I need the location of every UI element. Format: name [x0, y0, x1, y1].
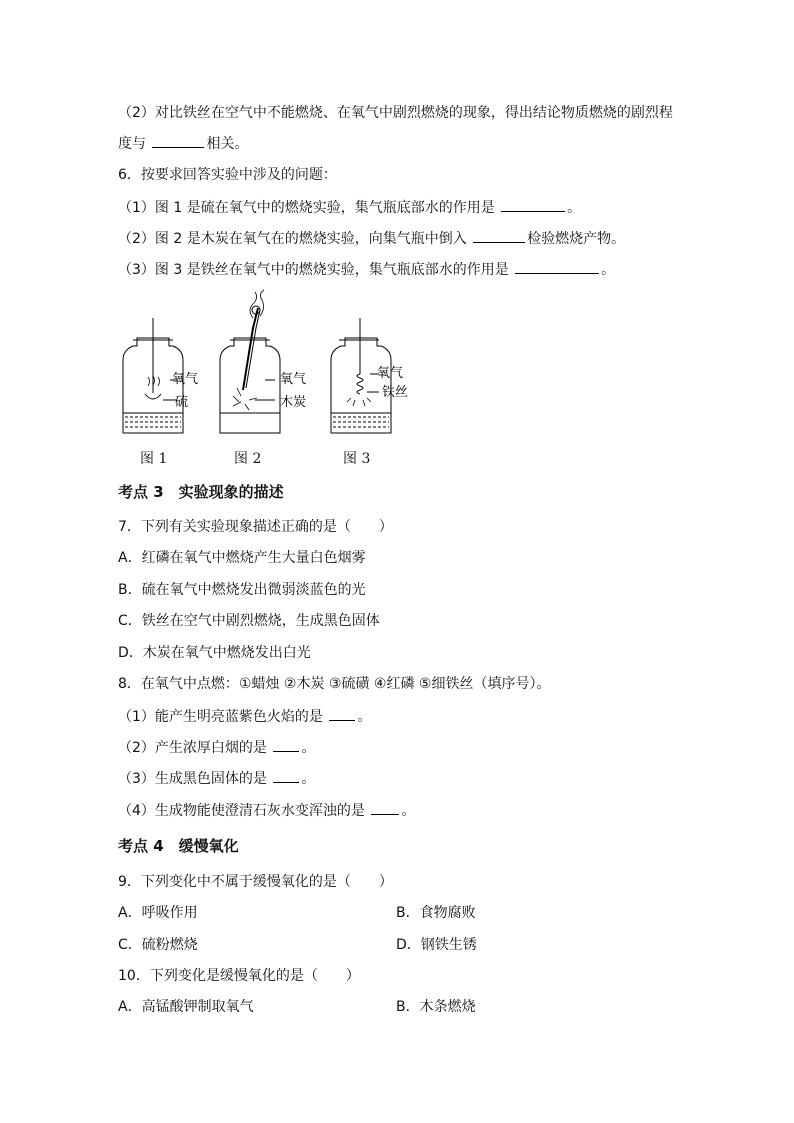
q6-part1-text: （1）图 1 是硫在氧气中的燃烧实验，集气瓶底部水的作用是 — [118, 200, 500, 216]
q7-option-a[interactable]: A．红磷在氧气中燃烧产生大量白色烟雾 — [118, 550, 366, 566]
q5-answer-blank[interactable] — [152, 133, 204, 148]
q8-part3-text: （3）生成黑色固体的是 — [118, 771, 272, 787]
q6-part3 — [118, 259, 615, 280]
q8-part3-blank[interactable] — [273, 768, 299, 783]
q5-part2-line2 — [118, 133, 248, 154]
q6-part3-text: （3）图 3 是铁丝在氧气中的燃烧实验，集气瓶底部水的作用是 — [118, 262, 514, 278]
q7-option-c[interactable]: C．铁丝在空气中剧烈燃烧，生成黑色固体 — [118, 613, 380, 629]
q9-option-c[interactable]: C．硫粉燃烧 — [118, 937, 198, 953]
section4-heading: 考点 4 缓慢氧化 — [118, 837, 239, 855]
q9-option-d[interactable]: D．钢铁生锈 — [396, 937, 477, 953]
q6-stem: 6．按要求回答实验中涉及的问题： — [118, 167, 337, 183]
q9-option-b[interactable]: B．食物腐败 — [396, 905, 476, 921]
fig1-caption: 图 1 — [140, 451, 168, 467]
q6-part3-suffix: 。 — [601, 262, 616, 278]
q10-stem: 10．下列变化是缓慢氧化的是（ ） — [118, 968, 360, 984]
section3-heading: 考点 3 实验现象的描述 — [118, 483, 284, 501]
fig2-label-bottom: 木炭 — [280, 395, 307, 410]
q8-part3-suffix: 。 — [301, 771, 316, 787]
q6-part1-suffix: 。 — [567, 200, 582, 216]
q8-part4-text: （4）生成物能使澄清石灰水变浑浊的是 — [118, 803, 370, 819]
q8-part4 — [118, 800, 415, 821]
q8-part2-text: （2）产生浓厚白烟的是 — [118, 740, 272, 756]
fig2-caption: 图 2 — [234, 451, 262, 467]
q6-part2-blank[interactable] — [473, 228, 525, 243]
q6-part2 — [118, 228, 625, 249]
fig3-label-top: 氧气 — [377, 366, 404, 381]
q8-part1-blank[interactable] — [329, 706, 355, 721]
q7-option-d[interactable]: D．木炭在氧气中燃烧发出白光 — [118, 645, 311, 661]
q8-part1-text: （1）能产生明亮蓝紫色火焰的是 — [118, 709, 328, 725]
q6-part1-blank[interactable] — [501, 197, 565, 212]
fig3-label-bottom: 铁丝 — [382, 385, 409, 400]
q5-part2-text: 度与 — [118, 136, 151, 152]
fig2-label-top: 氧气 — [280, 372, 307, 387]
q8-part1-suffix: 。 — [357, 709, 372, 725]
q5-part2-suffix: 相关。 — [206, 136, 249, 152]
fig1-label-bottom: 硫 — [175, 395, 189, 410]
q8-part2 — [118, 737, 315, 758]
fig1-label-top: 氧气 — [172, 372, 199, 387]
q8-stem: 8．在氧气中点燃：①蜡烛 ②木炭 ③硫磺 ④红磷 ⑤细铁丝（填序号）。 — [118, 676, 551, 692]
q6-part3-blank[interactable] — [515, 259, 599, 274]
q8-part4-blank[interactable] — [371, 800, 399, 815]
experiment-figures — [115, 288, 425, 438]
q9-option-a[interactable]: A．呼吸作用 — [118, 905, 198, 921]
q9-stem: 9．下列变化中不属于缓慢氧化的是（ ） — [118, 874, 393, 890]
q8-part2-suffix: 。 — [301, 740, 316, 756]
q7-option-b[interactable]: B．硫在氧气中燃烧发出微弱淡蓝色的光 — [118, 582, 366, 598]
q8-part4-suffix: 。 — [401, 803, 416, 819]
figure2-bottle — [220, 290, 280, 433]
q10-option-a[interactable]: A．高锰酸钾制取氧气 — [118, 999, 254, 1015]
q10-option-b[interactable]: B．木条燃烧 — [396, 999, 476, 1015]
q6-part1 — [118, 197, 581, 218]
q6-part2-text: （2）图 2 是木炭在氧气在的燃烧实验，向集气瓶中倒入 — [118, 231, 472, 247]
q7-stem: 7．下列有关实验现象描述正确的是（ ） — [118, 519, 393, 535]
fig3-caption: 图 3 — [343, 451, 371, 467]
q8-part1 — [118, 706, 371, 727]
q8-part3 — [118, 768, 315, 789]
q8-part2-blank[interactable] — [273, 737, 299, 752]
q5-part2-line1: （2）对比铁丝在空气中不能燃烧、在氧气中剧烈燃烧的现象，得出结论物质燃烧的剧烈程 — [118, 105, 673, 121]
q6-part2-suffix: 检验燃烧产物。 — [527, 231, 626, 247]
